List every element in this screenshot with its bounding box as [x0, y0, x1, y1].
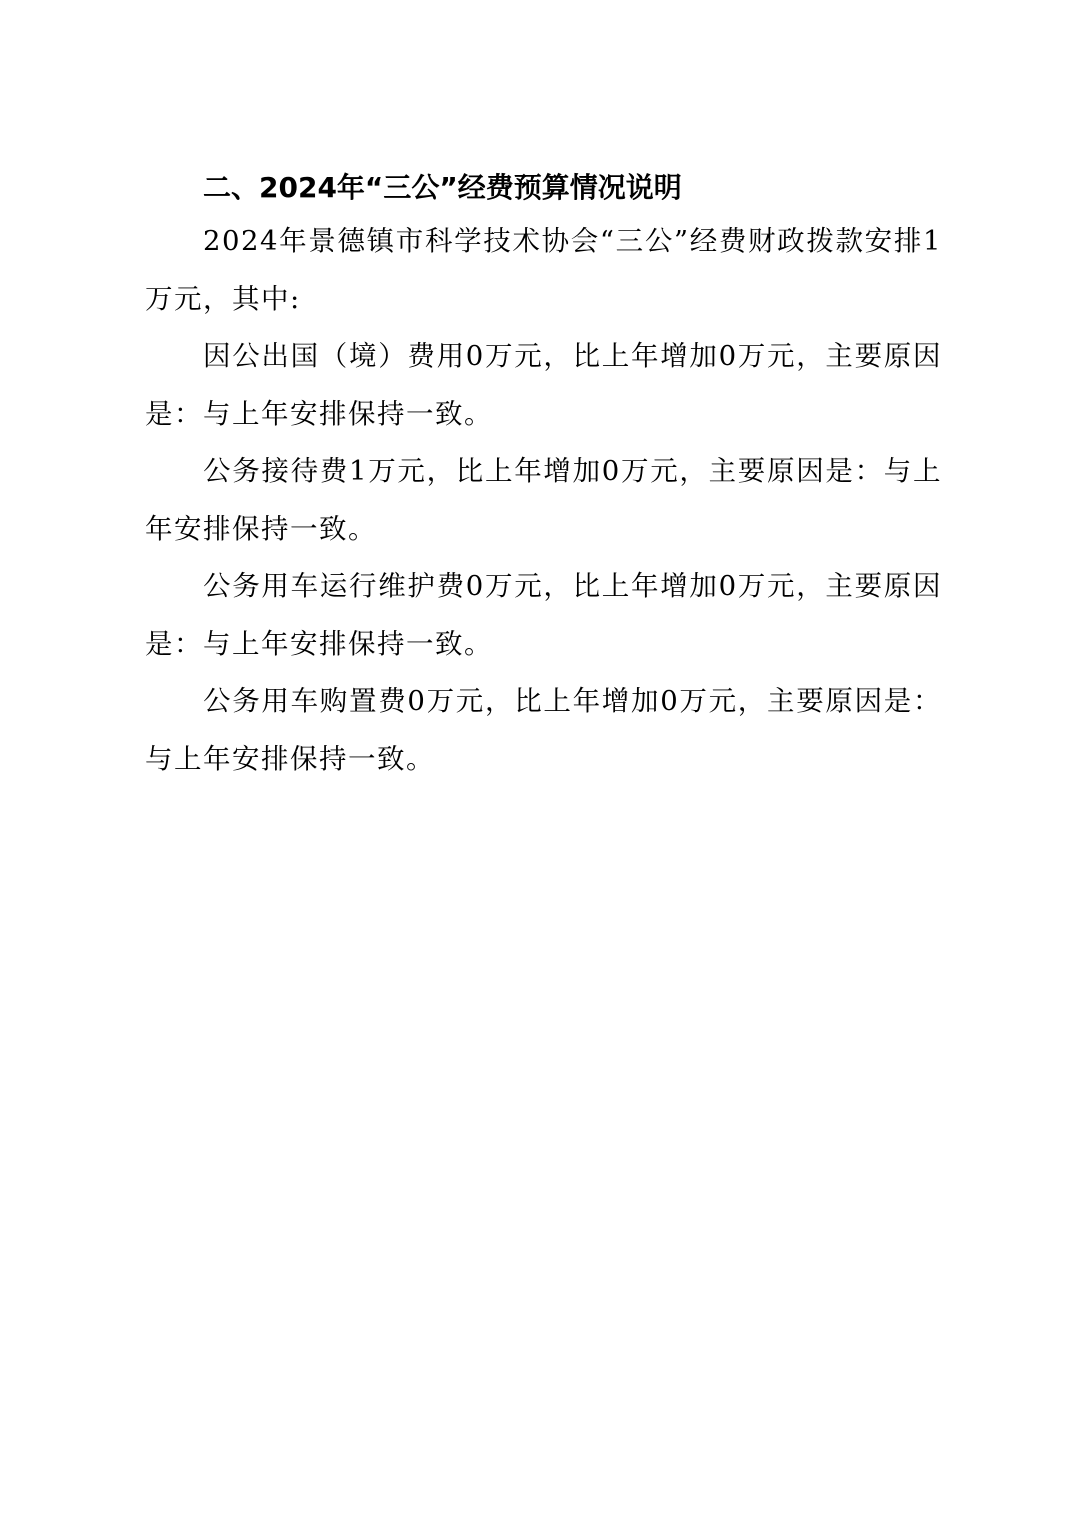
paragraph-overseas-travel: 因公出国（境）费用0万元，比上年增加0万元，主要原因是：与上年安排保持一致。 [145, 340, 942, 430]
section-heading: 二、2024年“三公”经费预算情况说明 [203, 171, 682, 204]
paragraph-vehicle-purchase: 公务用车购置费0万元，比上年增加0万元，主要原因是：与上年安排保持一致。 [145, 685, 942, 775]
document-body [145, 163, 942, 788]
paragraph-official-reception: 公务接待费1万元，比上年增加0万元，主要原因是：与上年安排保持一致。 [145, 455, 942, 545]
paragraph-vehicle-operation: 公务用车运行维护费0万元，比上年增加0万元，主要原因是：与上年安排保持一致。 [145, 570, 942, 660]
paragraph-total-allocation: 2024年景德镇市科学技术协会“三公”经费财政拨款安排1万元，其中: [145, 225, 942, 315]
